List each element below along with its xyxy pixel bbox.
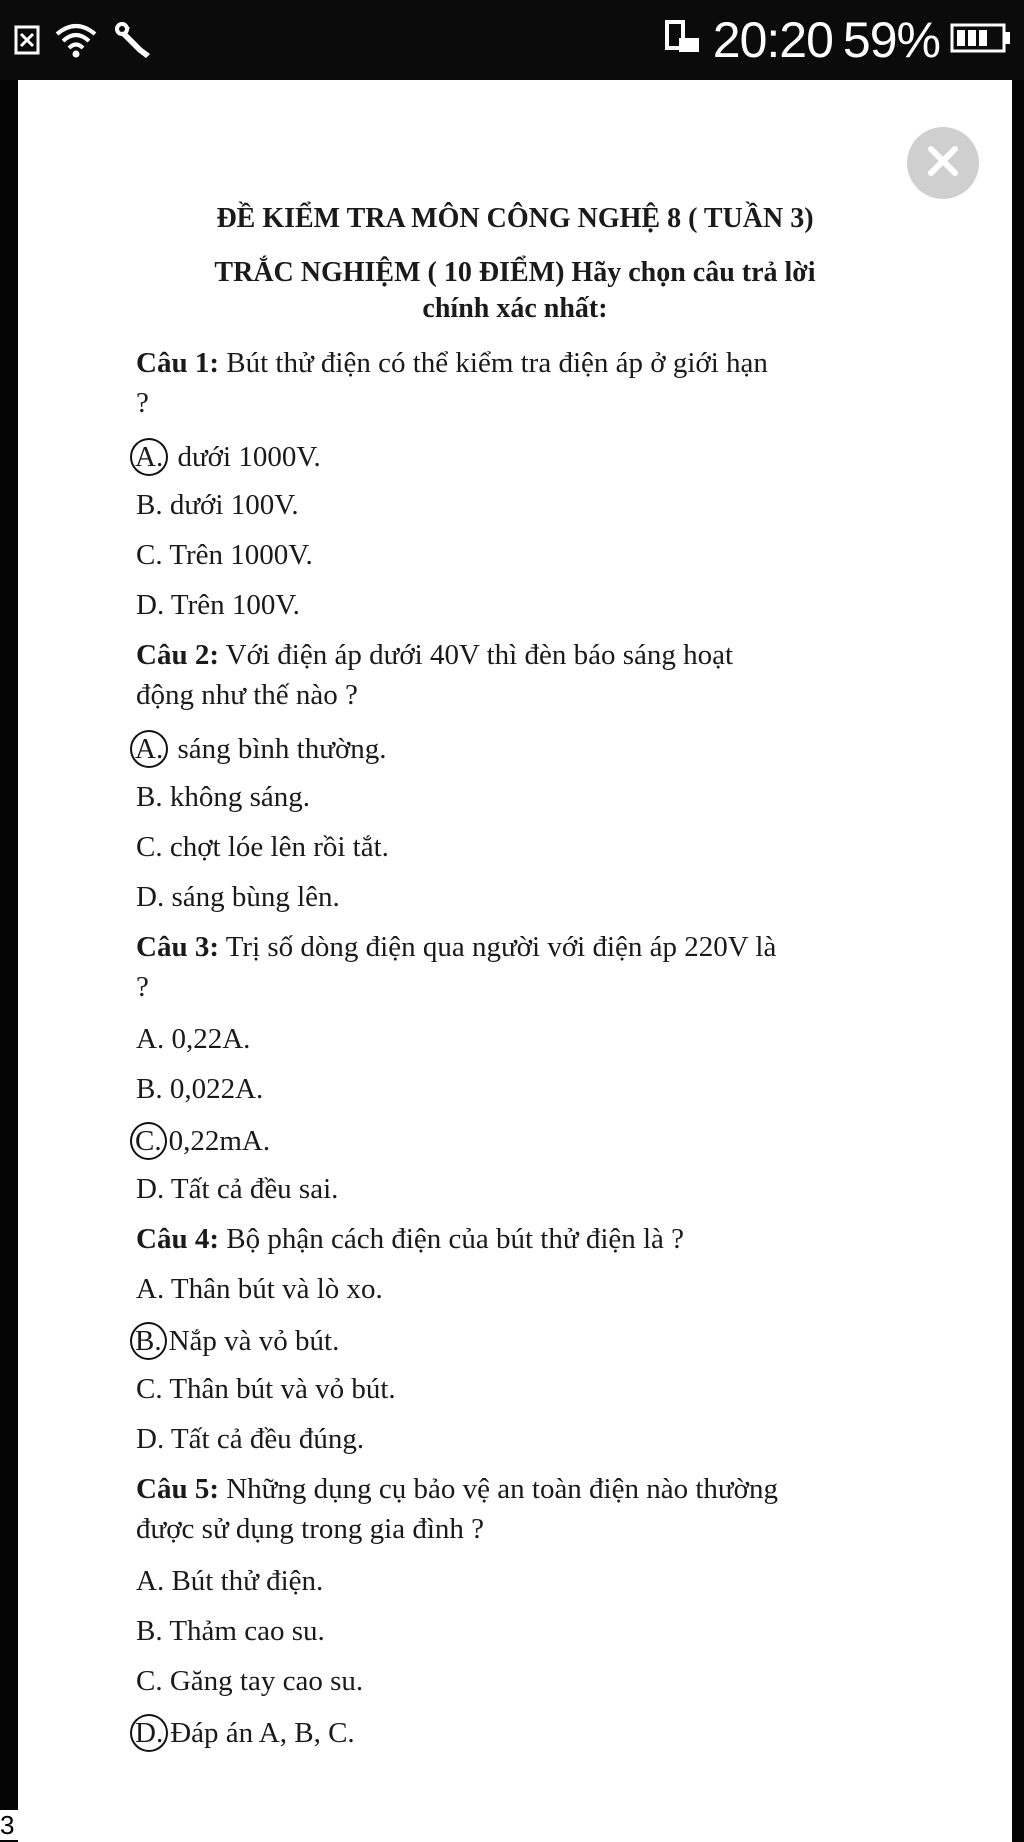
option-text: Thân bút và vỏ bút. bbox=[162, 1373, 396, 1405]
answer-option[interactable] bbox=[136, 830, 389, 864]
option-letter: C. bbox=[136, 1665, 163, 1697]
option-letter: C. bbox=[136, 831, 163, 863]
answer-option[interactable] bbox=[136, 1322, 339, 1360]
option-letter: D. bbox=[136, 881, 165, 913]
answer-option[interactable] bbox=[136, 438, 321, 476]
answer-option[interactable] bbox=[136, 1564, 323, 1598]
question-label: Câu 4: bbox=[136, 1223, 219, 1255]
option-letter: C. bbox=[136, 539, 163, 571]
document-page bbox=[18, 80, 1012, 1842]
option-text: Bút thử điện. bbox=[164, 1565, 324, 1597]
question-1-cont: ? bbox=[136, 387, 149, 419]
question-label: Câu 5: bbox=[136, 1473, 219, 1505]
option-text: chợt lóe lên rồi tắt. bbox=[162, 831, 389, 863]
question-label: Câu 2: bbox=[136, 639, 219, 671]
option-text: Thảm cao su. bbox=[162, 1615, 325, 1647]
answer-option[interactable] bbox=[136, 538, 313, 572]
option-text: Trên 1000V. bbox=[162, 539, 313, 571]
battery-icon bbox=[950, 22, 1012, 59]
option-letter: D. bbox=[136, 589, 165, 621]
status-bar bbox=[0, 0, 1024, 80]
option-text: dưới 100V. bbox=[162, 489, 299, 521]
exam-instructions-cont: chính xác nhất: bbox=[422, 293, 608, 324]
wifi-icon bbox=[54, 22, 98, 63]
question-label: Câu 1: bbox=[136, 347, 219, 379]
answer-option[interactable] bbox=[136, 1614, 325, 1648]
option-letter: A. bbox=[136, 1565, 165, 1597]
question-4 bbox=[136, 1222, 684, 1256]
answer-option[interactable] bbox=[136, 1664, 363, 1698]
option-text: 0,22mA. bbox=[168, 1125, 271, 1157]
question-1 bbox=[136, 346, 768, 380]
option-letter: D. bbox=[136, 1423, 165, 1455]
option-text: không sáng. bbox=[162, 781, 311, 813]
answer-option[interactable] bbox=[136, 1172, 338, 1206]
answer-option[interactable] bbox=[136, 880, 340, 914]
question-text: Những dụng cụ bảo vệ an toàn điện nào thường bbox=[218, 1473, 778, 1505]
page-number-fragment: 3 bbox=[0, 1810, 18, 1840]
option-text: Tất cả đều đúng. bbox=[164, 1423, 365, 1455]
status-icons-left bbox=[14, 20, 156, 65]
option-text: Thân bút và lò xo. bbox=[164, 1273, 383, 1305]
answer-option[interactable] bbox=[136, 1022, 250, 1056]
clock: 20:20 bbox=[712, 12, 833, 68]
answer-option[interactable] bbox=[136, 1272, 383, 1306]
close-button[interactable] bbox=[907, 127, 979, 199]
option-text: Găng tay cao su. bbox=[162, 1665, 364, 1697]
option-text: 0,022A. bbox=[162, 1073, 264, 1105]
option-letter: D. bbox=[136, 1173, 165, 1205]
question-text: Với điện áp dưới 40V thì đèn báo sáng hoạt bbox=[218, 639, 734, 671]
exam-instructions: TRẮC NGHIỆM ( 10 ĐIỂM) Hãy chọn câu trả lời bbox=[214, 257, 816, 288]
answer-option[interactable] bbox=[136, 730, 387, 768]
option-text: Nắp và vỏ bút. bbox=[168, 1325, 340, 1357]
question-5 bbox=[136, 1472, 778, 1506]
wrench-icon bbox=[112, 20, 156, 65]
status-icons-right bbox=[663, 12, 1012, 68]
answer-option[interactable] bbox=[136, 1372, 396, 1406]
selected-answer-circle: A. bbox=[130, 438, 168, 476]
option-letter: A. bbox=[136, 1023, 165, 1055]
option-text: sáng bùng lên. bbox=[164, 881, 340, 913]
question-3-cont: ? bbox=[136, 971, 149, 1003]
battery-percent: 59% bbox=[842, 12, 940, 68]
option-text: Trên 100V. bbox=[164, 589, 300, 621]
option-letter: B. bbox=[136, 781, 163, 813]
option-letter: B. bbox=[136, 1073, 163, 1105]
question-2 bbox=[136, 638, 733, 672]
question-3 bbox=[136, 930, 776, 964]
question-text: Bút thử điện có thể kiểm tra điện áp ở giới hạn bbox=[218, 347, 768, 379]
answer-option[interactable] bbox=[136, 488, 299, 522]
option-text: Đáp án A, B, C. bbox=[170, 1717, 355, 1749]
option-text: sáng bình thường. bbox=[170, 733, 387, 765]
option-text: 0,22A. bbox=[164, 1023, 251, 1055]
option-letter: B. bbox=[136, 1615, 163, 1647]
selected-answer-circle: D. bbox=[130, 1714, 168, 1752]
question-text: Bộ phận cách điện của bút thử điện là ? bbox=[218, 1223, 685, 1255]
answer-option[interactable] bbox=[136, 780, 310, 814]
option-text: dưới 1000V. bbox=[170, 441, 321, 473]
question-2-cont: động như thế nào ? bbox=[136, 679, 358, 711]
exam-title: ĐỀ KIỂM TRA MÔN CÔNG NGHỆ 8 ( TUẦN 3) bbox=[216, 203, 814, 234]
answer-option[interactable] bbox=[136, 1072, 263, 1106]
option-letter: C. bbox=[136, 1373, 163, 1405]
answer-option[interactable] bbox=[136, 588, 300, 622]
question-label: Câu 3: bbox=[136, 931, 219, 963]
question-5-cont: được sử dụng trong gia đình ? bbox=[136, 1513, 484, 1545]
option-letter: A. bbox=[136, 1273, 165, 1305]
notification-close-icon bbox=[14, 25, 40, 60]
close-icon bbox=[925, 143, 961, 184]
answer-option[interactable] bbox=[136, 1714, 355, 1752]
option-letter: B. bbox=[136, 489, 163, 521]
answer-option[interactable] bbox=[136, 1122, 270, 1160]
selected-answer-circle: B. bbox=[130, 1322, 167, 1360]
answer-option[interactable] bbox=[136, 1422, 364, 1456]
question-text: Trị số dòng điện qua người với điện áp 220V là bbox=[218, 931, 777, 963]
screen-rotation-icon bbox=[663, 18, 703, 63]
option-text: Tất cả đều sai. bbox=[164, 1173, 339, 1205]
selected-answer-circle: A. bbox=[130, 730, 168, 768]
selected-answer-circle: C. bbox=[130, 1122, 167, 1160]
